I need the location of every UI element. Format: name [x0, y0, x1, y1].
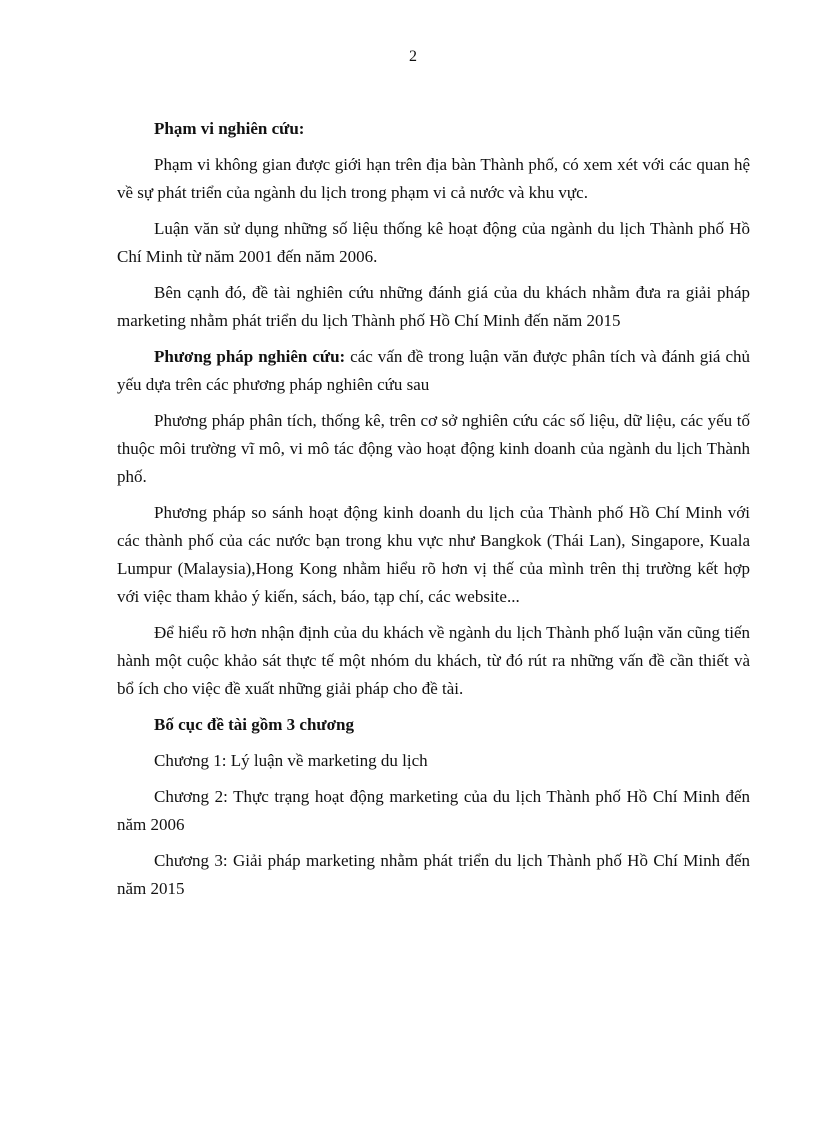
structure-heading: Bố cục đề tài gồm 3 chương — [154, 715, 354, 734]
chapter-item: Chương 2: Thực trạng hoạt động marketing của du lịch Thành phố Hồ Chí Minh đến năm 2006 — [117, 787, 750, 834]
methods-intro-paragraph — [117, 343, 750, 399]
methods-heading: Phương pháp nghiên cứu: — [154, 347, 346, 366]
scope-heading: Phạm vi nghiên cứu: — [154, 119, 305, 138]
chapter-item: Chương 1: Lý luận về marketing du lịch — [154, 751, 428, 770]
chapter-item: Chương 3: Giải pháp marketing nhằm phát triển du lịch Thành phố Hồ Chí Minh đến năm 2015 — [117, 851, 750, 898]
scope-paragraph: Bên cạnh đó, đề tài nghiên cứu những đánh giá của du khách nhằm đưa ra giải pháp marketing nhằm phát triển du lịch Thành phố Hồ Chí Minh đến năm 2015 — [117, 283, 750, 330]
methods-paragraph: Để hiểu rõ hơn nhận định của du khách về ngành du lịch Thành phố luận văn cũng tiến hành một cuộc khảo sát thực tế một nhóm du khách, từ đó rút ra những vấn đề cần thiết và bổ ích cho việc đề xuất những giải pháp cho đề tài. — [117, 623, 750, 698]
methods-intro-text: các vấn đề trong luận văn được phân tích và đánh giá chủ yếu dựa trên các phương pháp nghiên cứu sau — [117, 347, 750, 394]
methods-paragraph: Phương pháp phân tích, thống kê, trên cơ sở nghiên cứu các số liệu, dữ liệu, các yếu tố thuộc môi trường vĩ mô, vi mô tác động vào hoạt động kinh doanh của ngành du lịch Thành phố. — [117, 411, 750, 486]
scope-paragraph: Luận văn sử dụng những số liệu thống kê hoạt động của ngành du lịch Thành phố Hồ Chí Minh từ năm 2001 đến năm 2006. — [117, 219, 750, 266]
scope-paragraph: Phạm vi không gian được giới hạn trên địa bàn Thành phố, có xem xét với các quan hệ về sự phát triển của ngành du lịch trong phạm vi cả nước và khu vực. — [117, 155, 750, 202]
page-number: 2 — [409, 48, 417, 65]
methods-paragraph: Phương pháp so sánh hoạt động kinh doanh du lịch của Thành phố Hồ Chí Minh với các thành phố của các nước bạn trong khu vực như Bangkok (Thái Lan), Singapore, Kuala Lumpur (Malaysia),Hong Kong nhằm hiểu rõ hơn vị thế của mình trên thị trường kết hợp với việc tham khảo ý kiến, sách, báo, tạp chí, các website... — [117, 503, 750, 606]
document-body — [117, 115, 750, 911]
